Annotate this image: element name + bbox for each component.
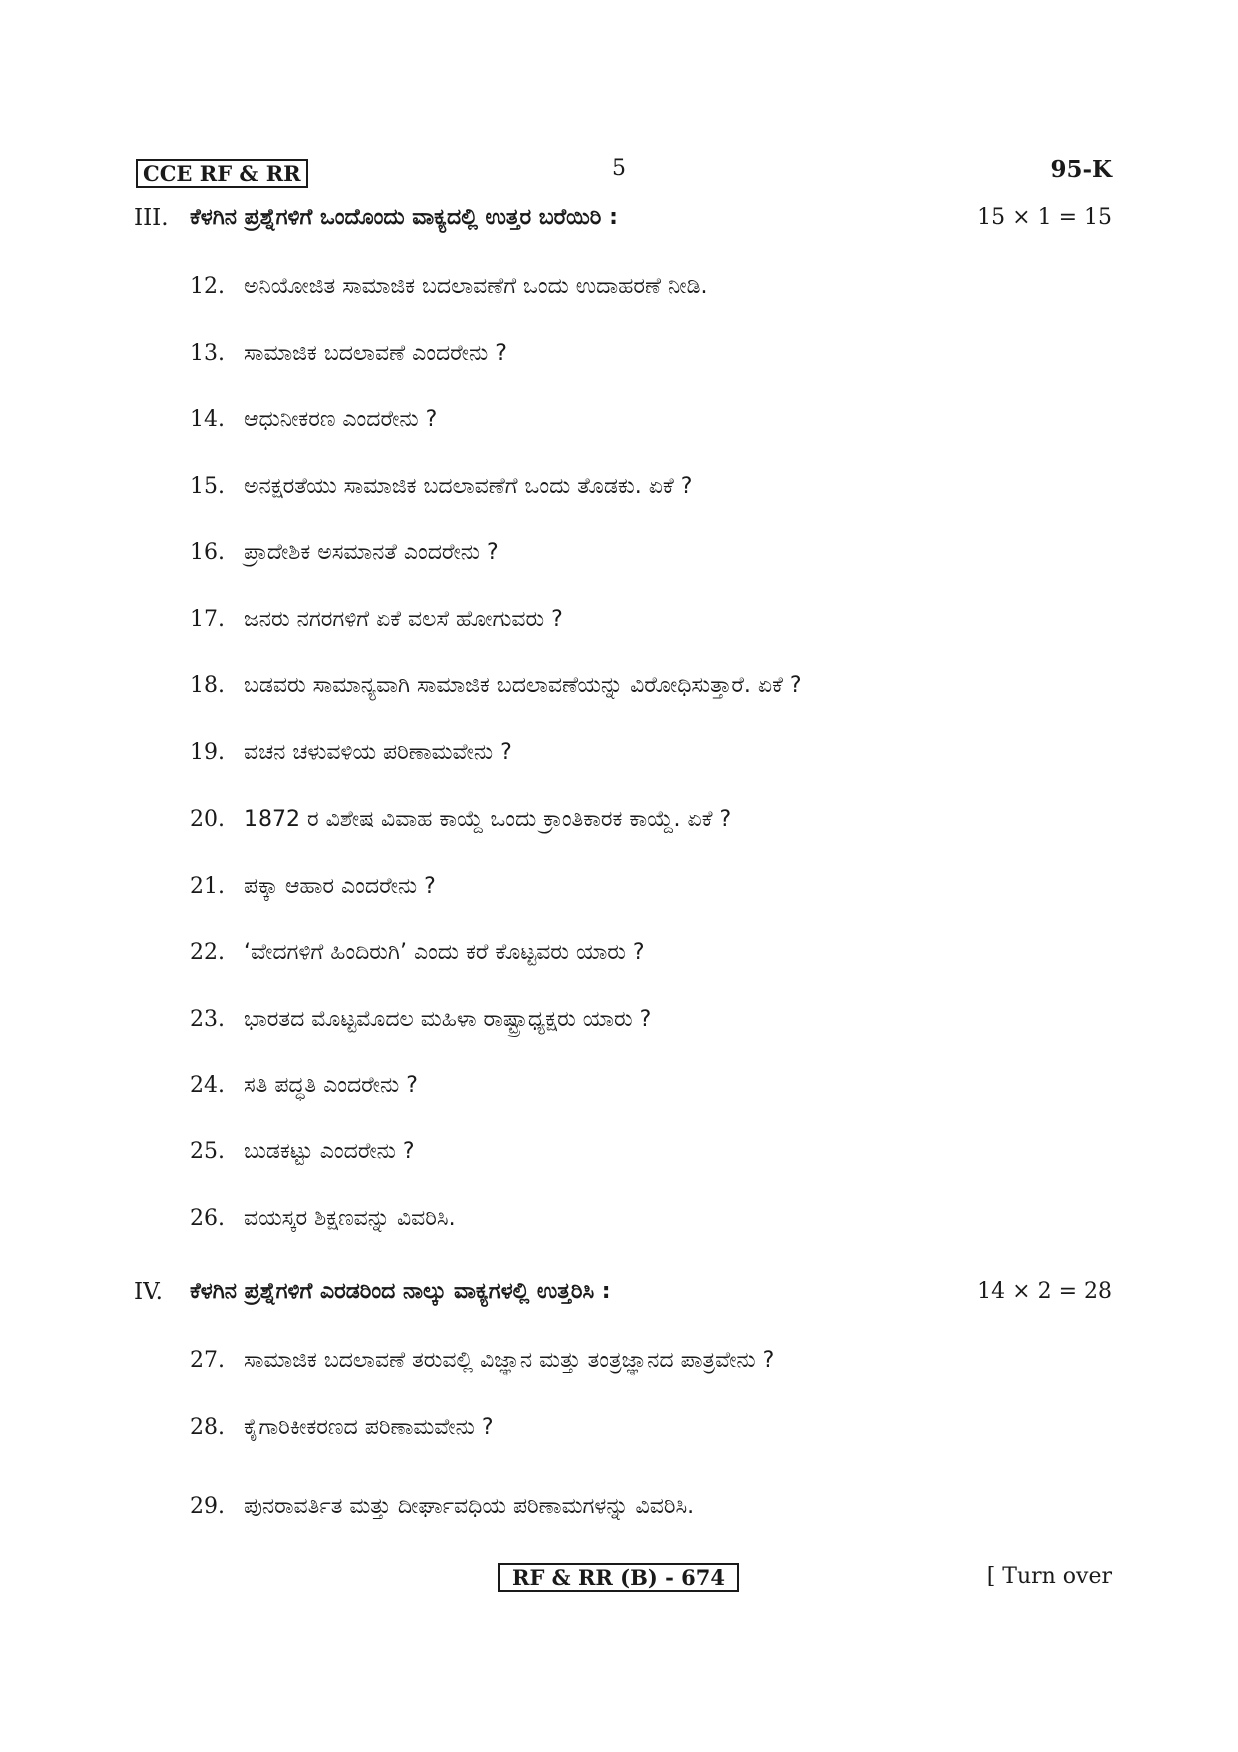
question-number: 21. (190, 874, 225, 899)
question-item (190, 341, 507, 366)
question-text: ಪುನರಾವರ್ತಿತ ಮತ್ತು ದೀರ್ಘಾವಧಿಯ ಪರಿಣಾಮಗಳನ್ನು ವಿವರಿಸಿ. (244, 1494, 695, 1519)
question-number: 12. (190, 274, 225, 299)
question-item (190, 673, 802, 698)
question-text: ‘ವೇದಗಳಿಗೆ ಹಿಂದಿರುಗಿ’ ಎಂದು ಕರೆ ಕೊಟ್ಟವರು ಯಾರು ? (244, 940, 645, 965)
question-item (190, 274, 707, 299)
question-number: 23. (190, 1007, 225, 1032)
question-text: ಅನಕ್ಷರತೆಯು ಸಾಮಾಜಿಕ ಬದಲಾವಣೆಗೆ ಒಂದು ತೊಡಕು. ಏಕೆ ? (244, 474, 693, 499)
question-text: 1872 ರ ವಿಶೇಷ ವಿವಾಹ ಕಾಯ್ದೆ ಒಂದು ಕ್ರಾಂತಿಕಾರಕ ಕಾಯ್ದೆ. ಏಕೆ ? (244, 807, 732, 832)
question-text: ಅನಿಯೋಜಿತ ಸಾಮಾಜಿಕ ಬದಲಾವಣೆಗೆ ಒಂದು ಉದಾಹರಣೆ ನೀಡಿ. (244, 274, 708, 299)
section-title: ಕೆಳಗಿನ ಪ್ರಶ್ನೆಗಳಿಗೆ ಒಂದೊಂದು ವಾಕ್ಯದಲ್ಲಿ ಉತ್ತರ ಬರೆಯಿರಿ : (190, 205, 618, 230)
question-number: 25. (190, 1139, 225, 1164)
question-text: ಕೈಗಾರಿಕೀಕರಣದ ಪರಿಣಾಮವೇನು ? (244, 1415, 494, 1440)
question-number: 26. (190, 1206, 225, 1231)
footer-code-box: RF & RR (B) - 674 (498, 1563, 739, 1592)
question-text: ಬುಡಕಟ್ಟು ಎಂದರೇನು ? (244, 1139, 415, 1164)
question-item (190, 1139, 415, 1164)
question-text: ಸಾಮಾಜಿಕ ಬದಲಾವಣೆ ತರುವಲ್ಲಿ ವಿಜ್ಞಾನ ಮತ್ತು ತಂತ್ರಜ್ಞಾನದ ಪಾತ್ರವೇನು ? (244, 1348, 775, 1373)
question-text: ಭಾರತದ ಮೊಟ್ಟಮೊದಲ ಮಹಿಳಾ ರಾಷ್ಟ್ರಾಧ್ಯಕ್ಷರು ಯಾರು ? (244, 1007, 652, 1032)
question-number: 28. (190, 1415, 225, 1440)
question-number: 29. (190, 1494, 225, 1519)
question-text: ವಯಸ್ಕರ ಶಿಕ್ಷಣವನ್ನು ವಿವರಿಸಿ. (244, 1206, 456, 1231)
question-number: 18. (190, 673, 225, 698)
question-number: 19. (190, 740, 225, 765)
question-item (190, 1415, 494, 1440)
section-marks: 14 × 2 = 28 (977, 1279, 1112, 1304)
question-item (190, 1007, 651, 1032)
question-item (190, 474, 692, 499)
question-number: 24. (190, 1073, 225, 1098)
section-title: ಕೆಳಗಿನ ಪ್ರಶ್ನೆಗಳಿಗೆ ಎರಡರಿಂದ ನಾಲ್ಕು ವಾಕ್ಯಗಳಲ್ಲಿ ಉತ್ತರಿಸಿ : (190, 1279, 611, 1304)
question-number: 20. (190, 807, 225, 832)
question-text: ಪಕ್ಕಾ ಆಹಾರ ಎಂದರೇನು ? (244, 874, 436, 899)
question-text: ಸತಿ ಪದ್ಧತಿ ಎಂದರೇನು ? (244, 1073, 418, 1098)
question-number: 15. (190, 474, 225, 499)
question-item (190, 1348, 774, 1373)
question-number: 27. (190, 1348, 225, 1373)
question-item (190, 1494, 694, 1519)
question-text: ಬಡವರು ಸಾಮಾನ್ಯವಾಗಿ ಸಾಮಾಜಿಕ ಬದಲಾವಣೆಯನ್ನು ವಿರೋಧಿಸುತ್ತಾರೆ. ಏಕೆ ? (244, 673, 802, 698)
header-tag: CCE RF & RR (136, 159, 308, 188)
question-item (190, 540, 499, 565)
paper-code: 95-K (1050, 156, 1112, 183)
question-text: ವಚನ ಚಳುವಳಿಯ ಪರಿಣಾಮವೇನು ? (244, 740, 512, 765)
question-number: 17. (190, 607, 225, 632)
question-item (190, 874, 436, 899)
question-item (190, 407, 437, 432)
question-item (190, 940, 645, 965)
turn-over-note: [ Turn over (986, 1564, 1112, 1589)
question-item (190, 607, 563, 632)
question-number: 14. (190, 407, 225, 432)
page-number: 5 (612, 156, 626, 181)
question-text: ಜನರು ನಗರಗಳಿಗೆ ಏಕೆ ವಲಸೆ ಹೋಗುವರು ? (244, 607, 563, 632)
section-marks: 15 × 1 = 15 (977, 205, 1112, 230)
question-number: 22. (190, 940, 225, 965)
section-numeral: III. (134, 205, 169, 231)
question-item (190, 740, 512, 765)
question-item (190, 1073, 418, 1098)
question-item (190, 807, 731, 832)
question-item (190, 1206, 456, 1231)
section-numeral: IV. (134, 1279, 163, 1305)
question-number: 13. (190, 341, 225, 366)
question-text: ಪ್ರಾದೇಶಿಕ ಅಸಮಾನತೆ ಎಂದರೇನು ? (244, 540, 499, 565)
question-text: ಆಧುನೀಕರಣ ಎಂದರೇನು ? (244, 407, 438, 432)
question-number: 16. (190, 540, 225, 565)
question-text: ಸಾಮಾಜಿಕ ಬದಲಾವಣೆ ಎಂದರೇನು ? (244, 341, 507, 366)
